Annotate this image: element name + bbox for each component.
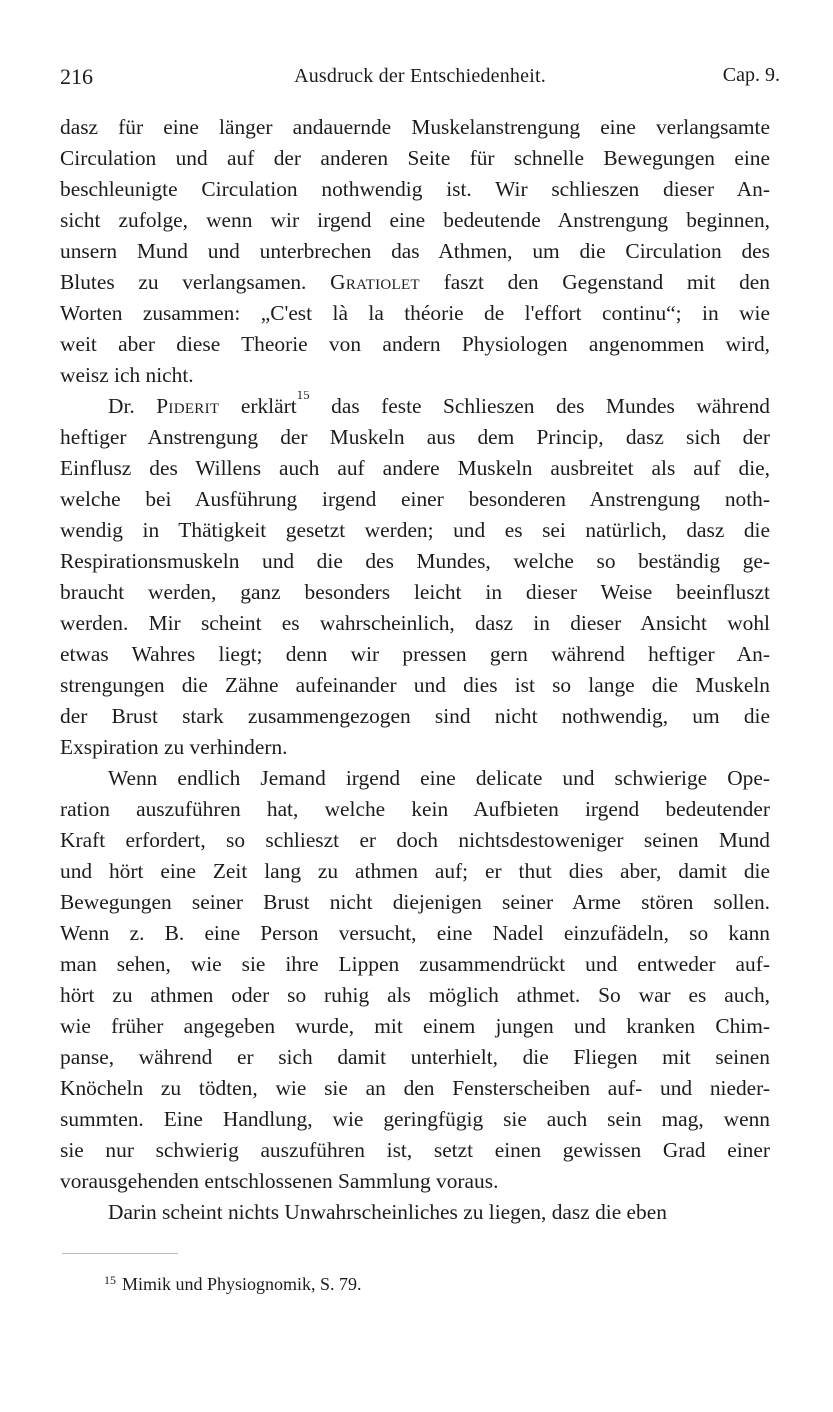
text-line: Bewegungen seiner Brust nicht diejenigen seiner Arme stören sollen.: [60, 890, 770, 914]
text-line: heftiger Anstrengung der Muskeln aus dem Princip, dasz sich der: [60, 425, 770, 449]
text-line: und hört eine Zeit lang zu athmen auf; er thut dies aber, damit die: [60, 859, 770, 883]
text-segment: Blutes zu verlangsamen.: [60, 270, 331, 294]
author-name: Piderit: [156, 394, 220, 418]
text-line: etwas Wahres liegt; denn wir pressen gern während heftiger An-: [60, 642, 770, 666]
footnote-divider: [62, 1253, 178, 1254]
text-segment: faszt den Gegenstand mit den: [419, 270, 770, 294]
text-line: weit aber diese Theorie von andern Physiologen angenommen wird,: [60, 332, 770, 356]
text-line: sicht zufolge, wenn wir irgend eine bedeutende Anstrengung beginnen,: [60, 208, 770, 232]
text-line: ration auszuführen hat, welche kein Aufbieten irgend bedeutender: [60, 797, 770, 821]
author-name: Gratiolet: [330, 270, 420, 294]
text-line: Wenn endlich Jemand irgend eine delicate und schwierige Ope-: [108, 766, 770, 790]
text-segment: erklärt: [219, 394, 297, 418]
text-line: Darin scheint nichts Unwahrscheinliches zu liegen, dasz die eben: [108, 1200, 667, 1224]
text-line: panse, während er sich damit unterhielt, die Fliegen mit seinen: [60, 1045, 770, 1069]
text-line: sie nur schwierig auszuführen ist, setzt einen gewissen Grad einer: [60, 1138, 770, 1162]
text-line: weisz ich nicht.: [60, 363, 194, 387]
text-line: Wenn z. B. eine Person versucht, eine Nadel einzufädeln, so kann: [60, 921, 770, 945]
text-line: welche bei Ausführung irgend einer besonderen Anstrengung noth-: [60, 487, 770, 511]
text-line: [60, 267, 770, 298]
text-line: braucht werden, ganz besonders leicht in dieser Weise beeinfluszt: [60, 580, 770, 604]
text-line: Worten zusammen: „C'est là la théorie de l'effort continu“; in wie: [60, 301, 770, 325]
footnote-reference: 15: [296, 391, 310, 402]
text-line: Knöcheln zu tödten, wie sie an den Fensterscheiben auf- und nieder-: [60, 1076, 770, 1100]
text-line: beschleunigte Circulation nothwendig ist. Wir schlieszen dieser An-: [60, 177, 770, 201]
text-line: [60, 391, 770, 422]
body-text: [60, 112, 770, 1228]
text-line: unsern Mund und unterbrechen das Athmen, um die Circulation des: [60, 239, 770, 263]
text-segment: Dr.: [108, 394, 157, 418]
text-line: hört zu athmen oder so ruhig als möglich athmet. So war es auch,: [60, 983, 770, 1007]
text-line: Kraft erfordert, so schlieszt er doch nichtsdestoweniger seinen Mund: [60, 828, 770, 852]
text-line: Circulation und auf der anderen Seite für schnelle Bewegungen eine: [60, 146, 770, 170]
text-line: wendig in Thätigkeit gesetzt werden; und es sei natürlich, dasz die: [60, 518, 770, 542]
text-segment: das feste Schlieszen des Mundes während: [309, 394, 770, 418]
footnote: [104, 1274, 362, 1295]
text-line: summten. Eine Handlung, wie geringfügig sie auch sein mag, wenn: [60, 1107, 770, 1131]
text-line: Exspiration zu verhindern.: [60, 735, 288, 759]
text-line: der Brust stark zusammengezogen sind nicht nothwendig, um die: [60, 704, 770, 728]
text-line: wie früher angegeben wurde, mit einem jungen und kranken Chim-: [60, 1014, 770, 1038]
text-line: vorausgehenden entschlossenen Sammlung voraus.: [60, 1169, 499, 1193]
text-line: dasz für eine länger andauernde Muskelanstrengung eine verlangsamte: [60, 115, 770, 139]
text-line: werden. Mir scheint es wahrscheinlich, dasz in dieser Ansicht wohl: [60, 611, 770, 635]
text-line: strengungen die Zähne aufeinander und dies ist so lange die Muskeln: [60, 673, 770, 697]
page-number: 216: [60, 64, 93, 89]
text-line: Respirationsmuskeln und die des Mundes, welche so beständig ge-: [60, 549, 770, 573]
chapter-label: Cap. 9.: [722, 64, 780, 86]
running-header: [60, 64, 780, 96]
text-line: man sehen, wie sie ihre Lippen zusammendrückt und entweder auf-: [60, 952, 770, 976]
text-line: Einflusz des Willens auch auf andere Muskeln ausbreitet als auf die,: [60, 456, 770, 480]
footnote-text: Mimik und Physiognomik, S. 79.: [122, 1274, 362, 1294]
running-title: Ausdruck der Entschiedenheit.: [294, 65, 546, 87]
footnote-mark: 15: [104, 1273, 116, 1287]
